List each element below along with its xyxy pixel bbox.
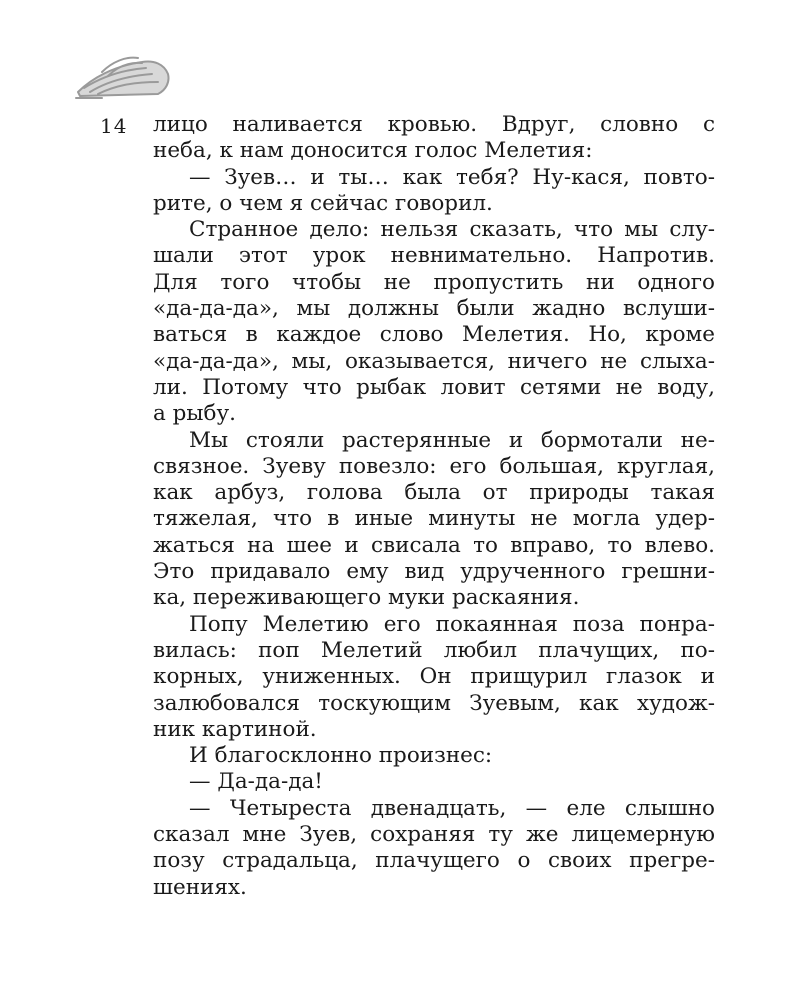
text-line: корных, униженных. Он прищурил глазок и [153,664,715,690]
folded-cap-ornament-icon [72,48,172,104]
text-line: позу страдальца, плачущего о своих прегре- [153,848,715,874]
text-line: — Четыреста двенадцать, — еле слышно [189,795,715,821]
text-line: Странное дело: нельзя сказать, что мы слу- [189,217,715,243]
text-line: сказал мне Зуев, сохраняя ту же лицемерную [153,822,715,848]
text-line: И благосклонно произнес: [189,743,493,769]
text-line: Попу Мелетию его покаянная поза понра- [189,611,715,637]
text-line: лицо наливается кровью. Вдруг, словно с [153,112,715,137]
text-line: а рыбу. [153,401,236,427]
text-line: «да-да-да», мы, оказывается, ничего не слыха- [153,348,715,374]
text-line: ник картиной. [153,716,317,742]
text-line: вилась: поп Мелетий любил плачущих, по- [153,637,715,663]
text-line: неба, к нам доносится голос Мелетия: [153,138,593,164]
text-line: ли. Потому что рыбак ловит сетями не воду, [153,374,715,400]
page-number: 14 [100,114,128,138]
text-line: ка, переживающего муки раскаяния. [153,585,580,611]
text-line: связное. Зуеву повезло: его большая, круглая, [153,453,715,479]
body-text [153,112,715,901]
text-line: Это придавало ему вид удрученного грешни- [153,559,715,585]
text-line: жаться на шее и свисала то вправо, то влево. [153,532,715,558]
text-line: Мы стояли растерянные и бормотали не- [189,427,715,453]
text-line: ваться в каждое слово Мелетия. Но, кроме [153,322,715,348]
text-line: Для того чтобы не пропустить ни одного [153,269,715,295]
text-line: — Да-да-да! [189,769,323,795]
text-line: шениях. [153,874,247,900]
text-line: «да-да-да», мы должны были жадно вслуши- [153,296,715,322]
text-line: тяжелая, что в иные минуты не могла удер- [153,506,715,532]
text-line: шали этот урок невнимательно. Напротив. [153,243,715,269]
text-line: рите, о чем я сейчас говорил. [153,190,493,216]
text-line: залюбовался тоскующим Зуевым, как худож- [153,690,715,716]
text-line: — Зуев… и ты… как тебя? Ну-кася, повто- [189,164,715,190]
text-line: как арбуз, голова была от природы такая [153,480,715,506]
